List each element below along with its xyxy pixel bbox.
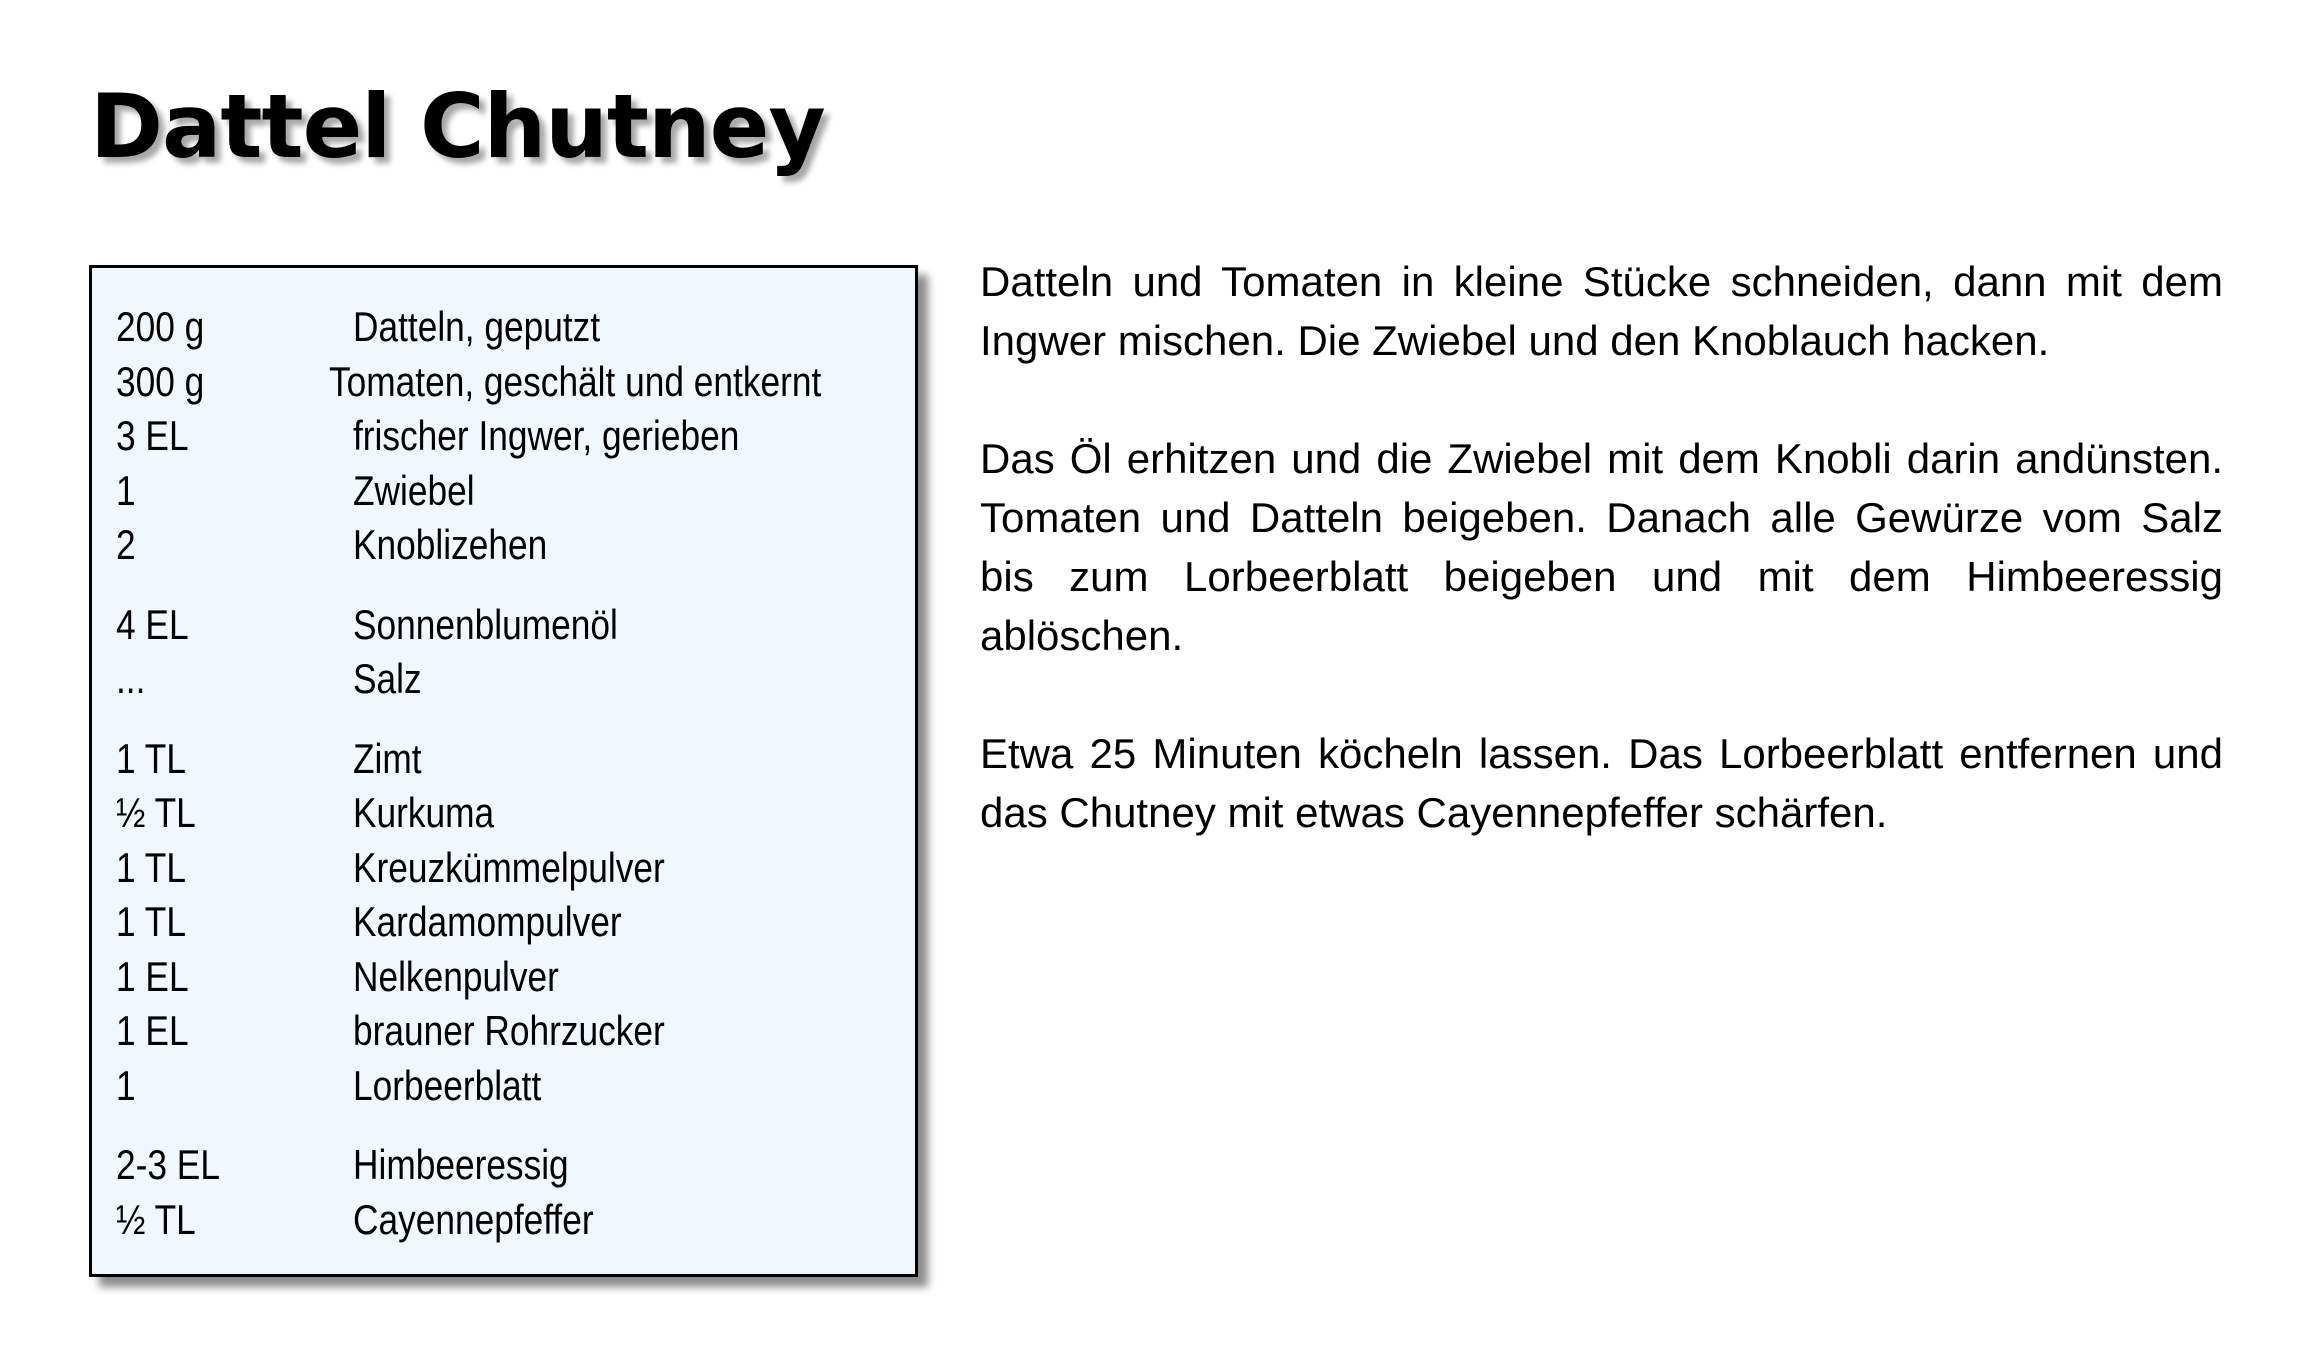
ingredient-row xyxy=(116,732,915,787)
ingredient-name: brauner Rohrzucker xyxy=(353,1007,665,1054)
ingredient-quantity: 1 xyxy=(116,466,136,514)
ingredient-name: Knoblizehen xyxy=(353,521,548,568)
ingredient-quantity: 1 xyxy=(116,1061,136,1109)
instruction-paragraph: Das Öl erhitzen und die Zwiebel mit dem Knobli darin andünsten. Tomaten und Datteln beigeben. Danach alle Gewürze vom Salz bis zum Lorbeerblatt beigeben und mit dem Himbeeressig ablöschen. xyxy=(980,435,2223,659)
page-title: Dattel Chutney xyxy=(90,75,825,178)
ingredient-quantity: 1 EL xyxy=(116,952,189,1000)
ingredient-row xyxy=(116,409,915,464)
ingredient-name: Lorbeerblatt xyxy=(353,1061,542,1109)
instructions xyxy=(980,252,2223,901)
ingredient-name: Datteln, geputzt xyxy=(353,303,601,350)
ingredient-row xyxy=(116,518,915,573)
ingredient-group-1 xyxy=(116,300,915,573)
ingredient-quantity: 1 TL xyxy=(116,898,186,945)
ingredient-quantity: 1 TL xyxy=(116,734,186,782)
ingredient-name: frischer Ingwer, gerieben xyxy=(353,412,740,459)
ingredient-quantity: 1 TL xyxy=(116,843,186,891)
ingredient-quantity: 2 xyxy=(116,521,136,568)
ingredient-row xyxy=(116,300,915,355)
ingredient-quantity: 4 EL xyxy=(116,600,189,648)
ingredient-name: Zwiebel xyxy=(353,466,475,514)
ingredient-name: Cayennepfeffer xyxy=(353,1195,594,1243)
ingredient-row xyxy=(116,598,915,653)
ingredient-quantity: 300 g xyxy=(116,357,205,405)
ingredient-row xyxy=(116,1059,915,1114)
ingredient-quantity: 2-3 EL xyxy=(116,1141,220,1188)
ingredient-row xyxy=(116,355,915,410)
ingredient-row xyxy=(116,1138,915,1193)
instruction-paragraph: Etwa 25 Minuten köcheln lassen. Das Lorbeerblatt entfernen und das Chutney mit etwas Cayennepfeffer schärfen. xyxy=(980,730,2223,836)
ingredient-row xyxy=(116,652,915,707)
ingredient-quantity: ½ TL xyxy=(116,1195,196,1243)
ingredient-name: Kardamompulver xyxy=(353,898,622,945)
ingredient-row xyxy=(116,464,915,519)
ingredient-row xyxy=(116,895,915,950)
ingredient-name: Nelkenpulver xyxy=(353,952,559,1000)
ingredient-name: Zimt xyxy=(353,734,422,782)
ingredient-group-3 xyxy=(116,732,915,1114)
ingredients-box xyxy=(89,265,918,1277)
ingredient-name: Sonnenblumenöl xyxy=(353,600,618,648)
ingredient-name: Himbeeressig xyxy=(353,1141,569,1188)
ingredient-row xyxy=(116,841,915,896)
ingredient-row xyxy=(116,786,915,841)
ingredient-quantity: 3 EL xyxy=(116,412,189,459)
ingredient-row xyxy=(116,1193,915,1248)
instruction-paragraph: Datteln und Tomaten in kleine Stücke schneiden, dann mit dem Ingwer mischen. Die Zwiebel und den Knoblauch hacken. xyxy=(980,258,2223,364)
ingredient-quantity: 200 g xyxy=(116,303,205,350)
ingredient-group-2 xyxy=(116,598,915,707)
ingredient-quantity: 1 EL xyxy=(116,1007,189,1054)
ingredient-row xyxy=(116,950,915,1005)
ingredient-quantity: ½ TL xyxy=(116,789,196,836)
ingredient-name: Salz xyxy=(353,655,422,702)
ingredient-quantity: ... xyxy=(116,655,146,702)
ingredient-group-4 xyxy=(116,1138,915,1247)
ingredient-name: Tomaten, geschält und entkernt xyxy=(328,357,822,405)
ingredient-name: Kreuzkümmelpulver xyxy=(353,843,665,891)
ingredient-name: Kurkuma xyxy=(353,789,495,836)
ingredient-row xyxy=(116,1004,915,1059)
